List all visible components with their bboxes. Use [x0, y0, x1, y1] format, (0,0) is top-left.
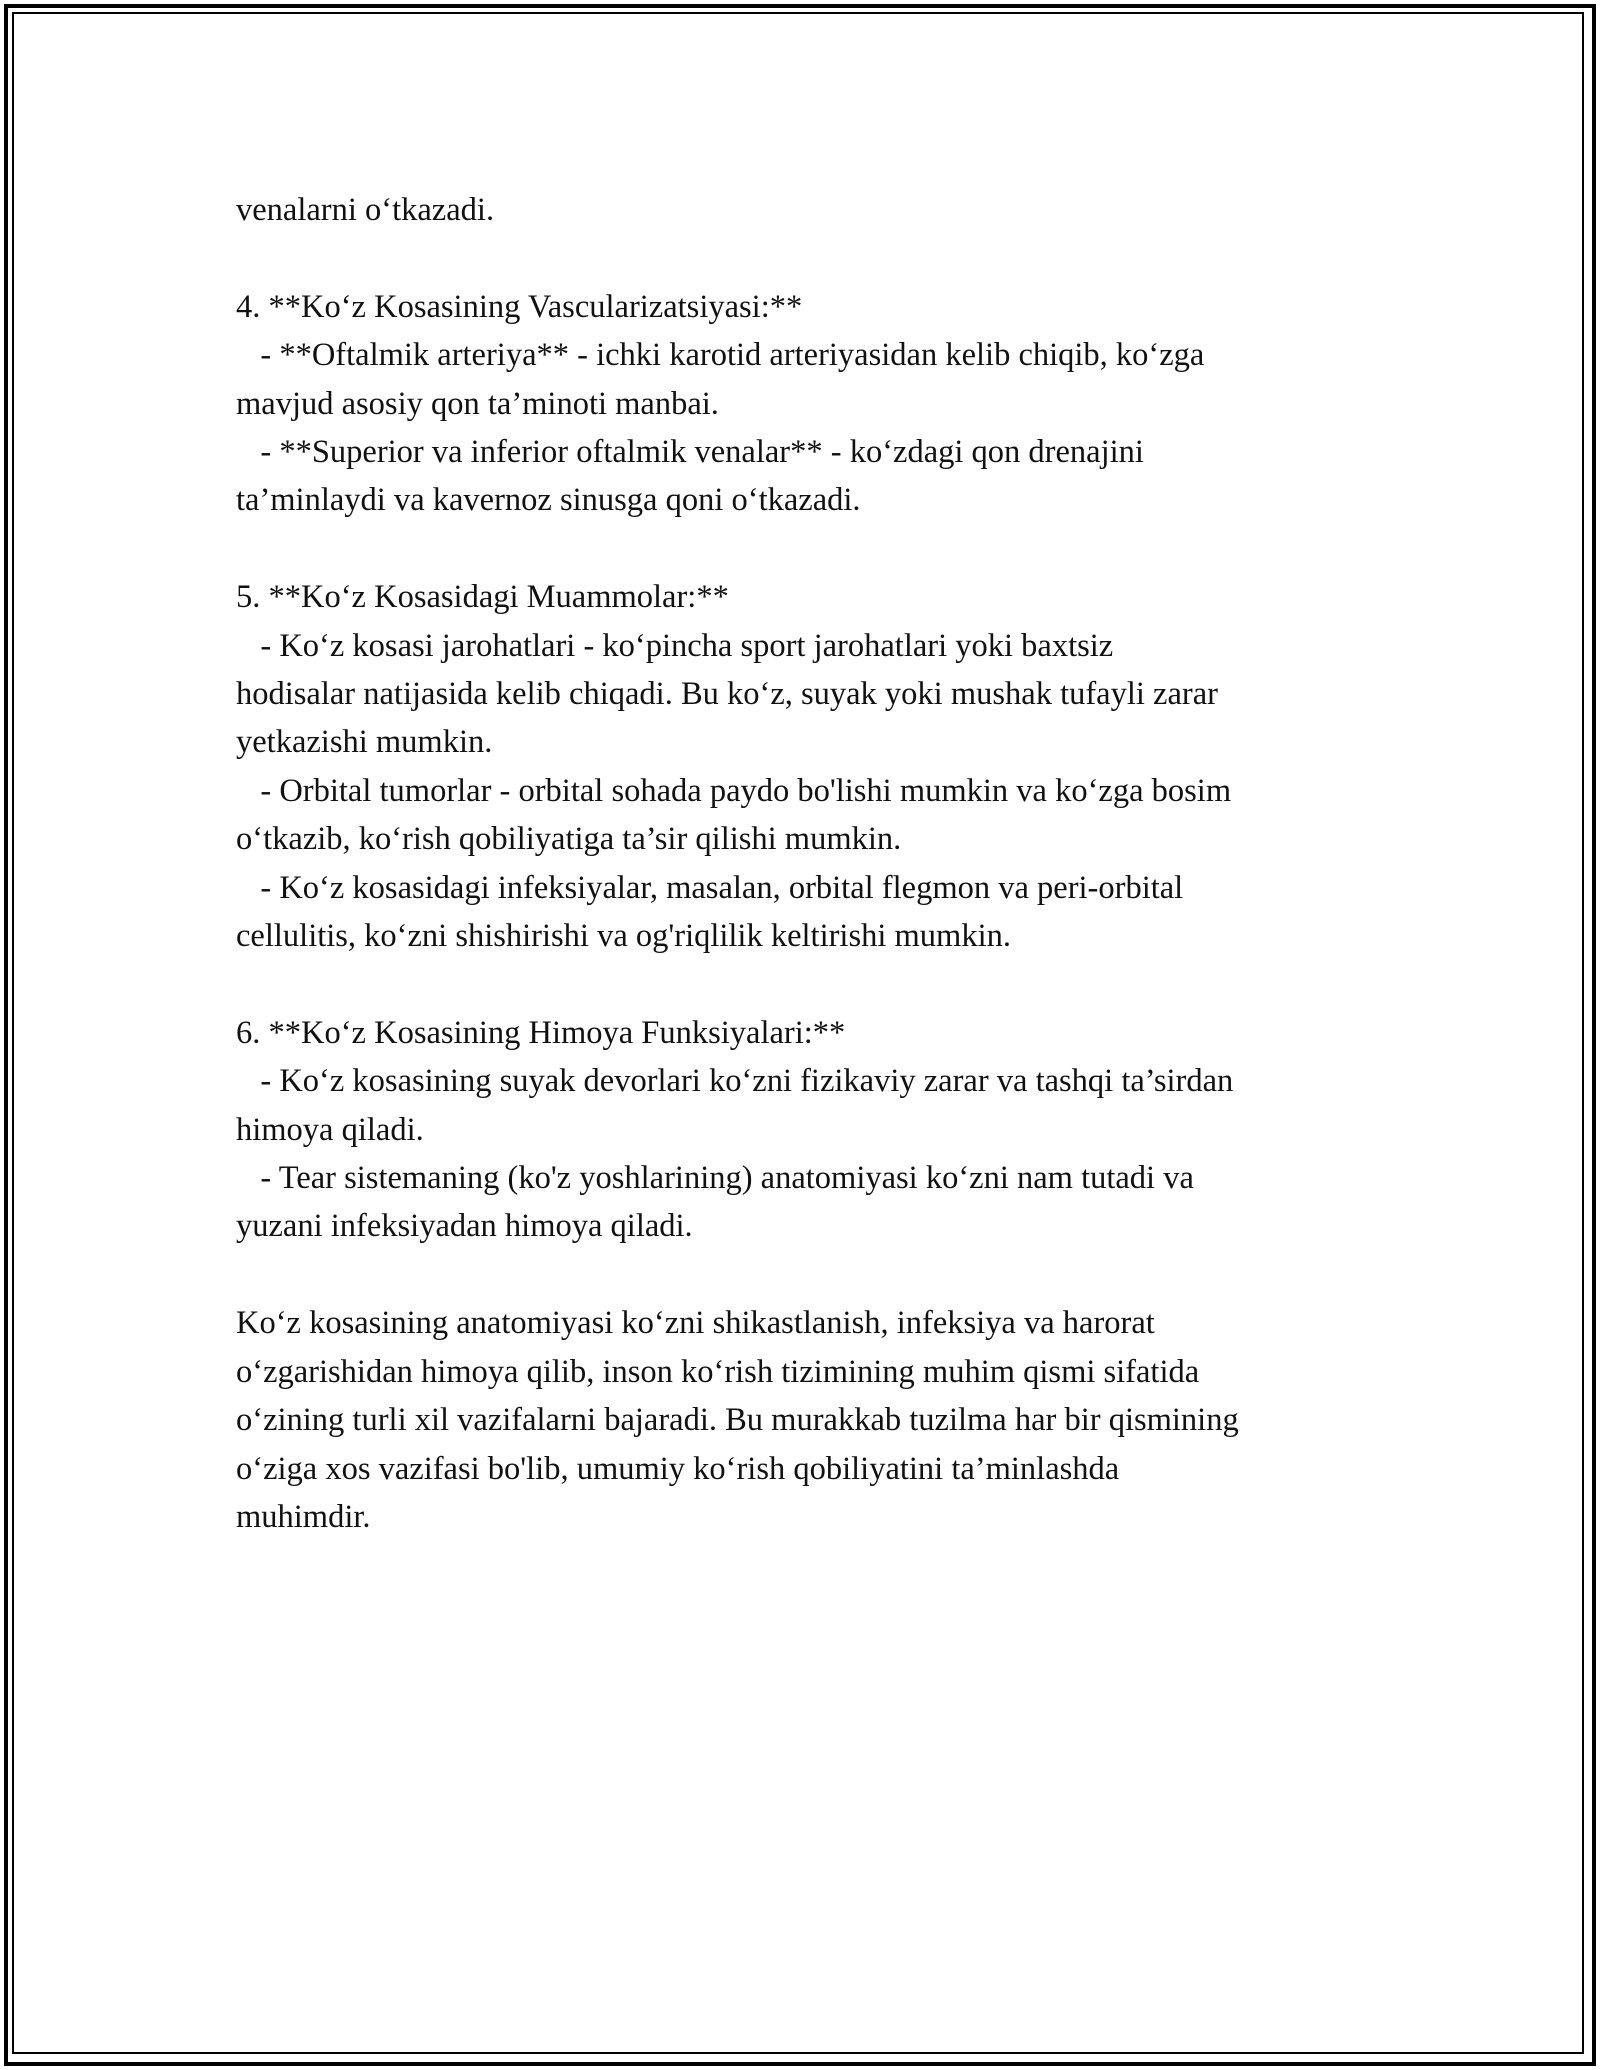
- text-line: - Ko‘z kosasi jarohatlari - ko‘pincha sport jarohatlari yoki baxtsiz: [236, 627, 1114, 664]
- blank-line: [236, 1251, 1376, 1299]
- text-line: - Orbital tumorlar - orbital sohada paydo bo'lishi mumkin va ko‘zga bosim: [236, 772, 1232, 809]
- conclusion-line: o‘zgarishidan himoya qilib, inson ko‘rish tizimining muhim qismi sifatida: [236, 1353, 1200, 1390]
- text-line: himoya qiladi.: [236, 1111, 424, 1148]
- document-body: [236, 186, 1376, 1541]
- blank-line: [236, 234, 1376, 282]
- blank-line: [236, 960, 1376, 1008]
- conclusion-line: Ko‘z kosasining anatomiyasi ko‘zni shikastlanish, infeksiya va harorat: [236, 1305, 1155, 1342]
- text-line: mavjud asosiy qon ta’minoti manbai.: [236, 385, 719, 422]
- text-line: hodisalar natijasida kelib chiqadi. Bu ko‘z, suyak yoki mushak tufayli zarar: [236, 676, 1218, 713]
- section-heading: 4. **Ko‘z Kosasining Vascularizatsiyasi:**: [236, 288, 803, 325]
- text-line: - **Superior va inferior oftalmik venalar** - ko‘zdagi qon drenajini: [236, 434, 1144, 471]
- conclusion-line: o‘zining turli xil vazifalarni bajaradi. Bu murakkab tuzilma har bir qismining: [236, 1402, 1239, 1439]
- blank-line: [236, 525, 1376, 573]
- text-line: venalarni o‘tkazadi.: [236, 192, 495, 228]
- section-heading: 6. **Ko‘z Kosasining Himoya Funksiyalari:**: [236, 1014, 846, 1051]
- text-line: o‘tkazib, ko‘rish qobiliyatiga ta’sir qilishi mumkin.: [236, 821, 902, 858]
- section-heading: 5. **Ko‘z Kosasidagi Muammolar:**: [236, 579, 729, 616]
- text-line: yetkazishi mumkin.: [236, 724, 493, 761]
- text-line: - Ko‘z kosasidagi infeksiyalar, masalan, orbital flegmon va peri-orbital: [236, 869, 1184, 906]
- text-line: cellulitis, ko‘zni shishirishi va og'riqlilik keltirishi mumkin.: [236, 918, 1011, 955]
- conclusion-line: muhimdir.: [236, 1498, 371, 1535]
- text-line: - Tear sistemaning (ko'z yoshlarining) anatomiyasi ko‘zni nam tutadi va: [236, 1160, 1194, 1197]
- text-line: ta’minlaydi va kavernoz sinusga qoni o‘tkazadi.: [236, 482, 861, 519]
- text-line: - Ko‘z kosasining suyak devorlari ko‘zni fizikaviy zarar va tashqi ta’sirdan: [236, 1063, 1234, 1100]
- text-line: - **Oftalmik arteriya** - ichki karotid arteriyasidan kelib chiqib, ko‘zga: [236, 337, 1205, 374]
- text-line: yuzani infeksiyadan himoya qiladi.: [236, 1208, 693, 1245]
- conclusion-line: o‘ziga xos vazifasi bo'lib, umumiy ko‘rish qobiliyatini ta’minlashda: [236, 1450, 1120, 1487]
